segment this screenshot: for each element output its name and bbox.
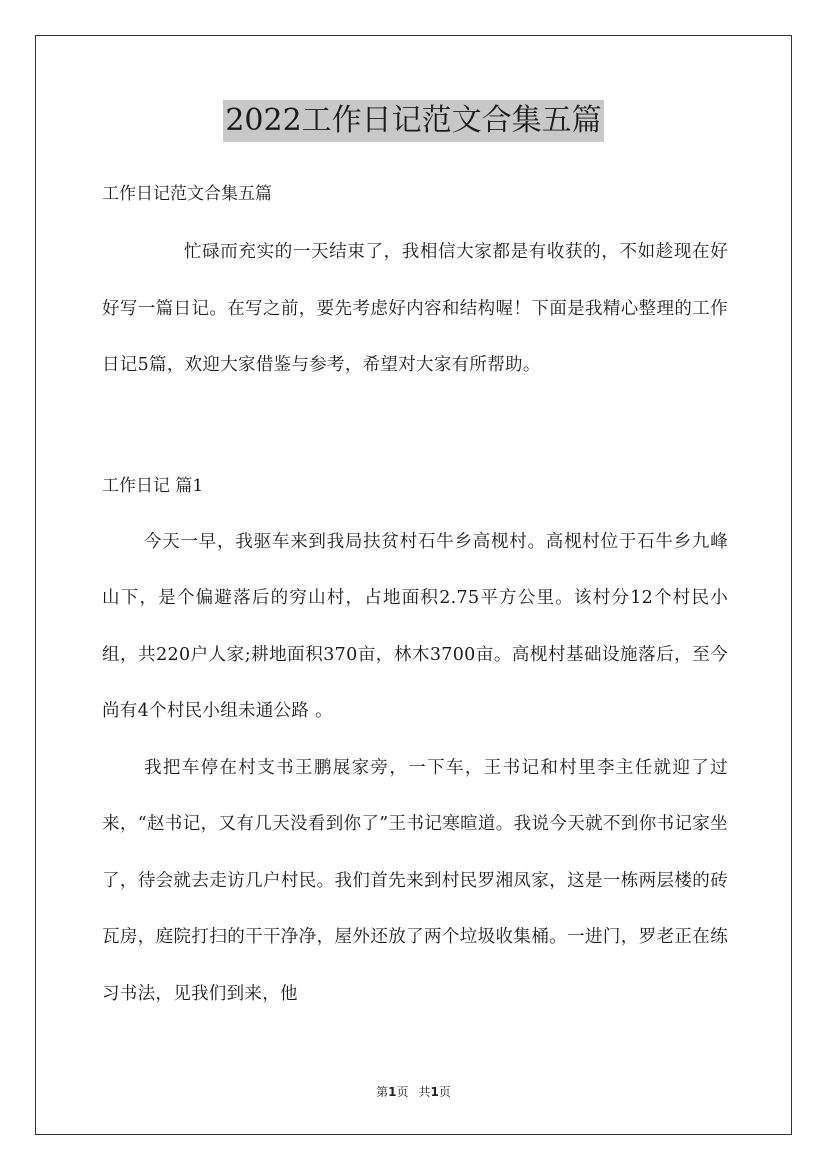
- footer-total-suffix: 页: [438, 1085, 451, 1099]
- footer-total-pages: 1: [430, 1085, 439, 1099]
- intro-paragraph: 忙碌而充实的一天结束了，我相信大家都是有收获的，不如趁现在好好写一篇日记。在写之前，要先考虑好内容和结构喔！下面是我精心整理的工作日记5篇，欢迎大家借鉴与参考，希望对大家有所帮助。: [102, 242, 728, 375]
- body-paragraph-2: 我把车停在村支书王鹏展家旁，一下车，王书记和村里李主任就迎了过来，“赵书记，又有几天没看到你了”王书记寒暄道。我说今天就不到你书记家坐了，待会就去走访几户村民。我们首先来到村民罗湘凤家，这是一栋两层楼的砖瓦房，庭院打扫的干干净净，屋外还放了两个垃圾收集桶。一进门，罗老正在练习书法，见我们到来，他: [102, 757, 728, 1004]
- body-paragraph-1: 今天一早，我驱车来到我局扶贫村石牛乡高枧村。高枧村位于石牛乡九峰山下，是个偏避落后的穷山村，占地面积2.75平方公里。该村分12个村民小组，共220户人家;耕地面积370亩，林木3700亩。高枧村基础设施落后，至今尚有4个村民小组未通公路 。: [102, 531, 728, 721]
- footer-page-suffix: 页: [396, 1085, 409, 1099]
- footer-total-prefix: 共: [418, 1085, 431, 1099]
- footer-page-number: 1: [388, 1085, 397, 1099]
- section-heading: 工作日记 篇1: [102, 475, 204, 496]
- document-subtitle: 工作日记范文合集五篇: [102, 184, 272, 204]
- footer-page-prefix: 第: [376, 1085, 389, 1099]
- page-footer: [0, 1083, 827, 1100]
- document-body: [102, 174, 728, 1022]
- title-container: [0, 100, 827, 142]
- document-title: 2022工作日记范文合集五篇: [223, 100, 603, 142]
